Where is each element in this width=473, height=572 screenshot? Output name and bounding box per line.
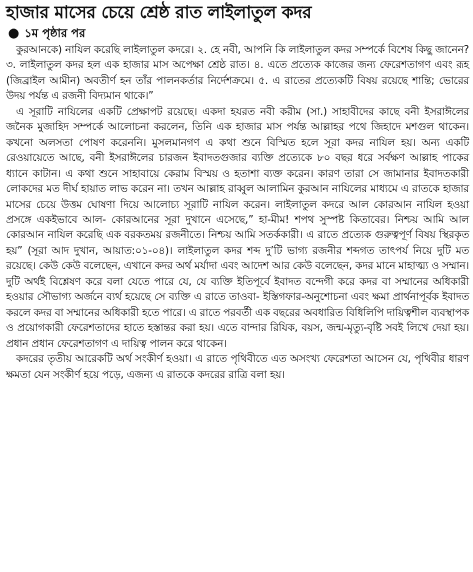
continued-line	[8, 25, 469, 42]
bullet-icon: ●	[8, 26, 20, 41]
paragraph: কুরআনকে) নাযিল করেছি লাইলাতুল কদরে। ২. হে নবী, আপনি কি লাইলাতুল কদর সম্পর্কে বিশেষ কিছু জানেন? ৩. লাইলাতুল কদর হল এক হাজার মাস অপেক্ষা শ্রেষ্ঠ রাত। ৪. এতে প্রত্যেক কাজের জন্য ফেরেশতাগণ এবং রূহ (জিব্রাইল আমীন) অবতীর্ণ হন তাঁর পালনকর্তার নির্দেশক্রমে। ৫. এ রাতের প্রত্যেকটি বিষয় রয়েছে শান্তি; ভোরের উদয় পর্যন্ত এ রজনী বিদ্যমান থাকে।”	[6, 44, 469, 103]
article-headline: হাজার মাসের চেয়ে শ্রেষ্ঠ রাত লাইলাতুল কদর	[6, 3, 312, 23]
continued-from-label: ১ম পৃষ্ঠার পর	[24, 26, 86, 40]
paragraph: এ সূরাটি নাযিলের একটি প্রেক্ষাপট রয়েছে। একদা হযরত নবী করীম (সা.) সাহাবীদের কাছে বনী ইসরাঈলের জনৈক মুজাহিদ সম্পর্কে আলোচনা করলেন, তিনি এক হাজার মাস পর্যন্ত আল্লাহর পথে জিহাদে মশগুল থাকেন। কখনো অলসতা পোষণ করেননি। মুসলমানগণ এ কথা শুনে বিস্মিত হলে সূরা কদর নাযিল হয়। অন্য একটি রেওয়ায়েতে আছে, বনী ইসরাঈলের চারজন ইবাদতগুজার ব্যক্তি প্রত্যেকে ৮০ বছর ধরে সর্বক্ষণ আল্লাহ পাকের ধ্যানে কাটান। এ কথা শুনে সাহাবায়ে কেরাম বিস্ময় ও হতাশা ব্যক্ত করেন। কারণ তারা সে জামানার ইবাদতকারী লোকদের মত দীর্ঘ হায়াত লাভ করেন না। তখন আল্লাহ রাব্বুল আলামিন কুরআন নাযিলের মাধ্যমে এ রাতকে হাজার মাসের চেয়ে উত্তম ঘোষণা দিয়ে আলোচ্য সূরাটি নাযিল করেন। লাইলাতুল কদরে আল কোরআন নাযিল হওয়া প্রসঙ্গে একইভাবে আল- কোরআনের সূরা দুখানে এসেছে,” হা-মীম! শপথ সুস্পষ্ট কিতাবের। নিশ্চয় আমি আল কোরআন নাযিল করেছি এক বরকতময় রজনীতে। নিশ্চয় আমি সতর্ককারী। এ রাতে প্রত্যেক গুরুত্বপূর্ণ বিষয় স্থিরকৃত হয়” (সূরা আদ দুখান, আয়াত:০১-০৪)। লাইলাতুল কদর শব্দ দু’টি ভাগ্য রজনীর শব্দগত তাৎপর্য নিয়ে দুটি মত রয়েছে। কেউ কেউ বলেছেন, এখানে কদর অর্থ মর্যাদা এবং আদেশ আর কেউ বলেছেন, কদর মানে মাহাত্ম্য ও সম্মান। দুটি অর্থই বিশ্লেষণ করে বলা যেতে পারে যে, যে ব্যক্তি ইতিপূর্বে ইবাদত বন্দেগী করে কদর বা সম্মানের অধিকারী হওয়ার সৌভাগ্য অর্জনে ব্যর্থ হয়েছে সে ব্যক্তি এ রাতে তাওবা- ইস্তিগফার-অনুশোচনা এবং ক্ষমা প্রার্থনাপূর্বক ইবাদত করলে কদর বা সম্মানের অধিকারী হতে পারে। এ রাতে পরবর্তী এক বছরের অবধারিত বিধিলিপি দায়িত্বশীল ব্যবস্থাপক ও প্রয়োগকারী ফেরেশতাদের হাতে হস্তান্তর করা হয়। এতে বান্দার রিযিক, বয়স, জন্ম-মৃত্যু-বৃষ্টি সবই লিখে দেয়া হয়। প্রধান প্রধান ফেরেশতাগণ এ দায়িত্ব পালন করে থাকেন।	[6, 105, 469, 350]
paragraph: কদরের তৃতীয় আরেকটি অর্থ সংকীর্ণ হওয়া। এ রাতে পৃথিবীতে এত অসংখ্য ফেরেশতা আসেন যে, পৃথিবীর ধারণ ক্ষমতা যেন সংকীর্ণ হয়ে পড়ে, এজন্য এ রাতকে কদরের রাত্রি বলা হয়।	[6, 353, 469, 381]
